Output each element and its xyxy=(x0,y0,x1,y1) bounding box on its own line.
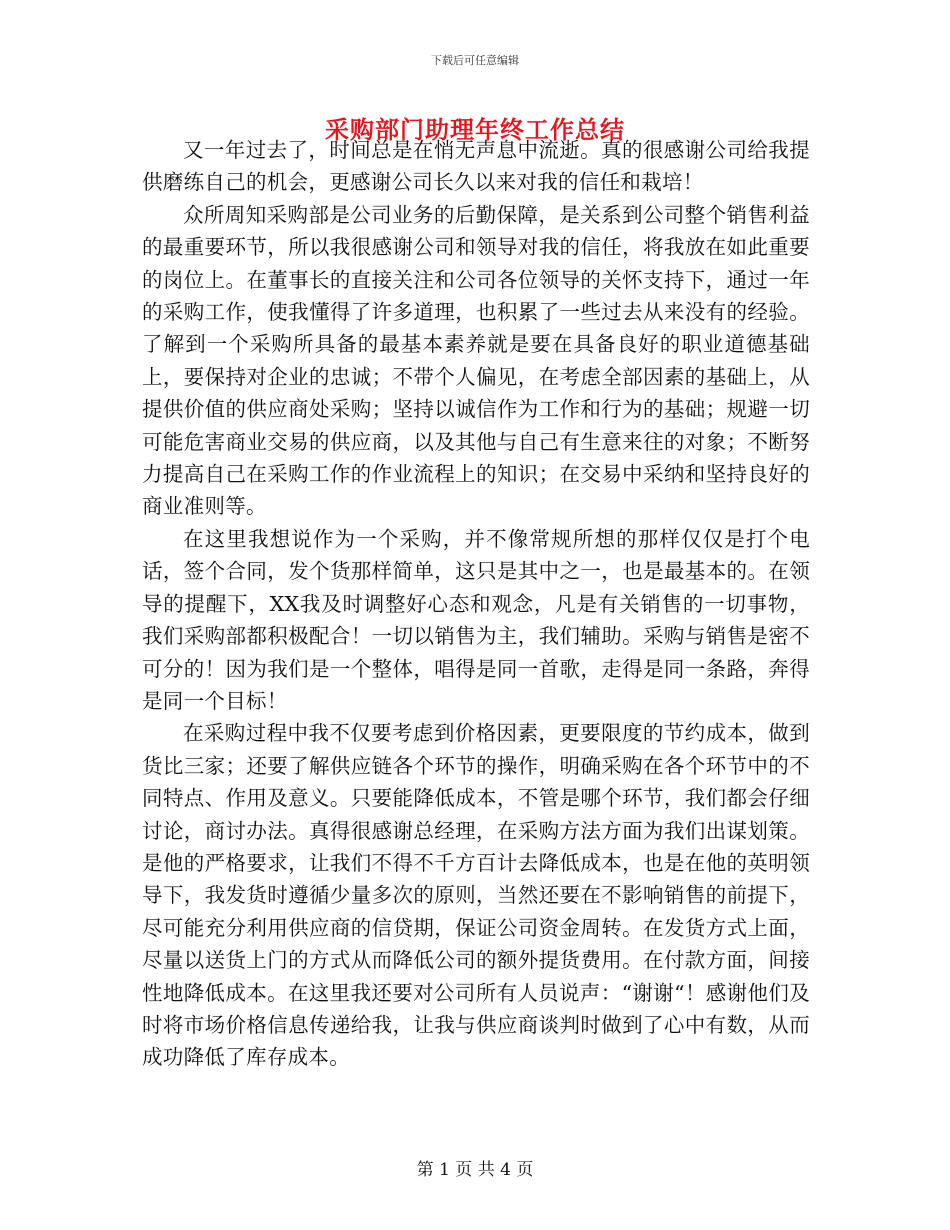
paragraph-3: 在这里我想说作为一个采购，并不像常规所想的那样仅仅是打个电话，签个合同，发个货那样简单，这只是其中之一，也是最基本的。在领导的提醒下，XX我及时调整好心态和观念，凡是有关销售的一切事物，我们采购部都积极配合！一切以销售为主，我们辅助。采购与销售是密不可分的！因为我们是一个整体，唱得是同一首歌，走得是同一条路，奔得是同一个目标！ xyxy=(142,526,810,713)
document-body xyxy=(142,134,810,1074)
page-number-footer: 第 1 页 共 4 页 xyxy=(416,1160,534,1180)
document-title: 采购部门助理年终工作总结 xyxy=(325,115,625,144)
paragraph-1: 又一年过去了，时间总是在悄无声息中流逝。真的很感谢公司给我提供磨练自己的机会，更感谢公司长久以来对我的信任和栽培！ xyxy=(142,138,810,195)
header-note: 下载后可任意编辑 xyxy=(431,54,519,67)
paragraph-2: 众所周知采购部是公司业务的后勤保障，是关系到公司整个销售利益的最重要环节，所以我很感谢公司和领导对我的信任，将我放在如此重要的岗位上。在董事长的直接关注和公司各位领导的关怀支持下，通过一年的采购工作，使我懂得了许多道理，也积累了一些过去从来没有的经验。了解到一个采购所具备的最基本素养就是要在具备良好的职业道德基础上，要保持对企业的忠诚；不带个人偏见，在考虑全部因素的基础上，从提供价值的供应商处采购；坚持以诚信作为工作和行为的基础；规避一切可能危害商业交易的供应商，以及其他与自己有生意来往的对象；不断努力提高自己在采购工作的作业流程上的知识；在交易中采纳和坚持良好的商业准则等。 xyxy=(142,202,810,519)
paragraph-4: 在采购过程中我不仅要考虑到价格因素，更要限度的节约成本，做到货比三家；还要了解供应链各个环节的操作，明确采购在各个环节中的不同特点、作用及意义。只要能降低成本，不管是哪个环节，我们都会仔细讨论，商讨办法。真得很感谢总经理，在采购方法方面为我们出谋划策。是他的严格要求，让我们不得不千方百计去降低成本，也是在他的英明领导下，我发货时遵循少量多次的原则，当然还要在不影响销售的前提下，尽可能充分利用供应商的信贷期，保证公司资金周转。在发货方式上面，尽量以送货上门的方式从而降低公司的额外提货费用。在付款方面，间接性地降低成本。在这里我还要对公司所有人员说声：“谢谢“！感谢他们及时将市场价格信息传递给我，让我与供应商谈判时做到了心中有数，从而成功降低了库存成本。 xyxy=(142,721,810,1070)
